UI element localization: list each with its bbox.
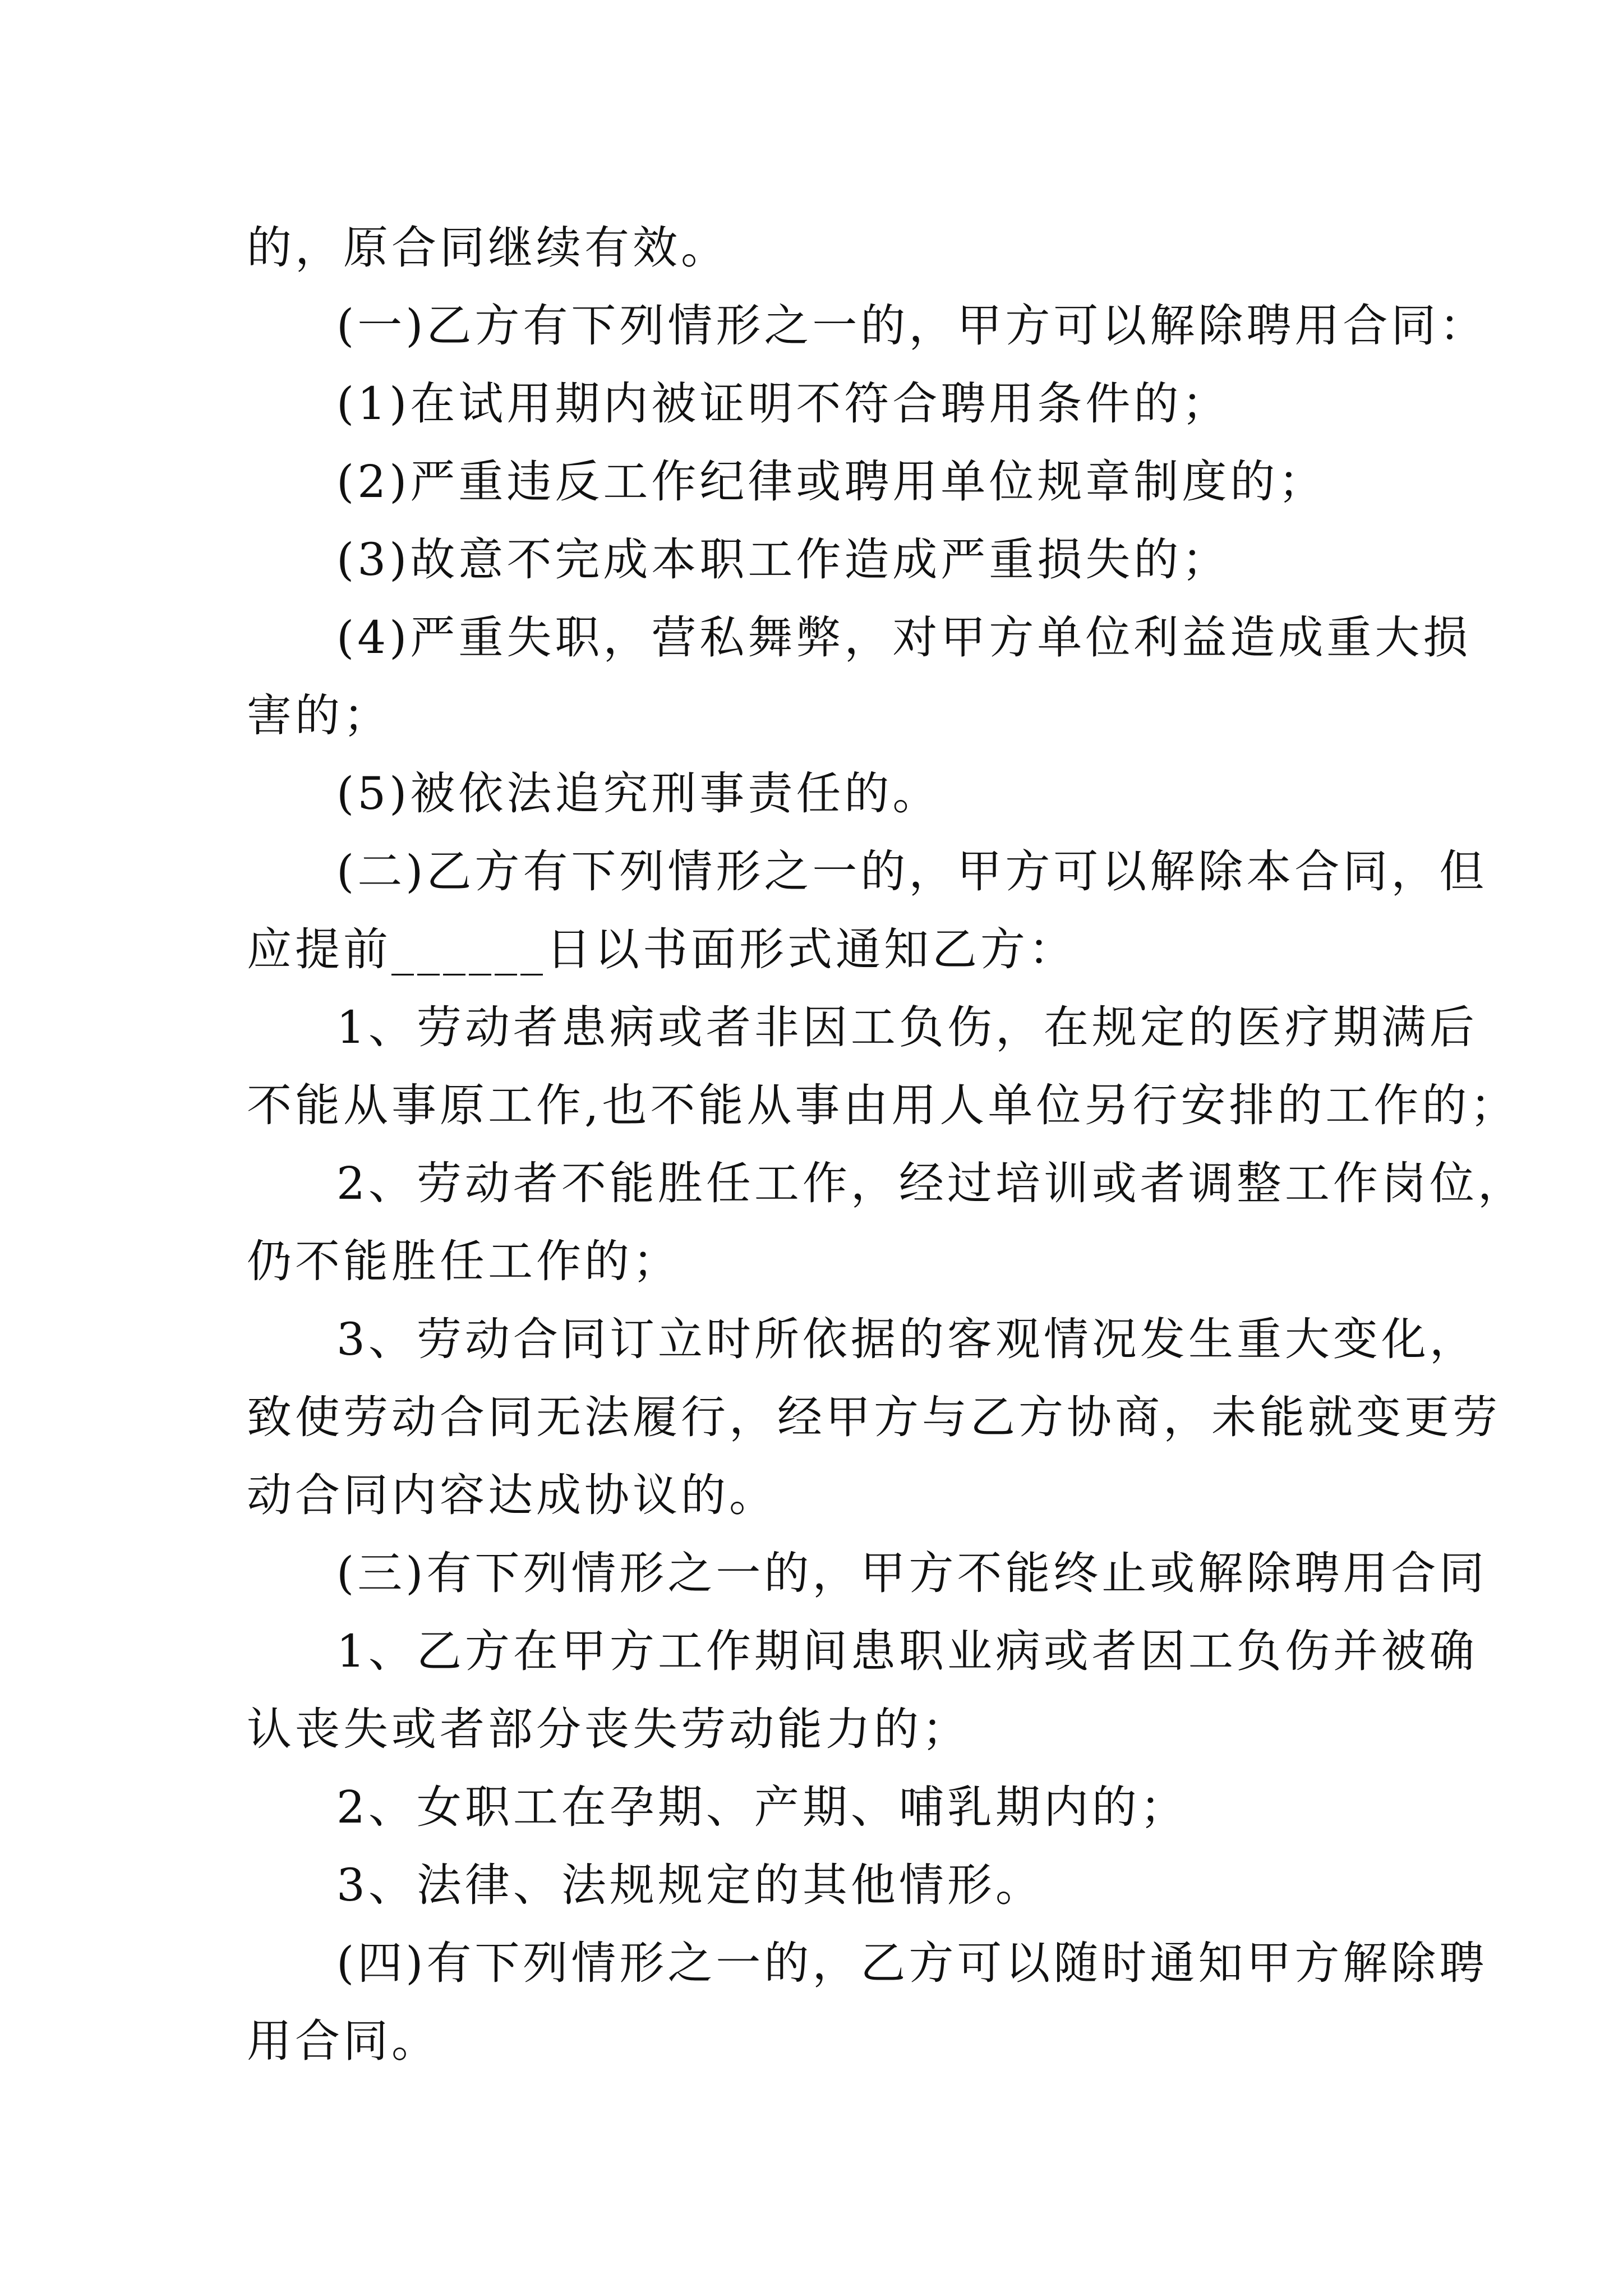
text-line: 1、乙方在甲方工作期间患职业病或者因工负伤并被确 bbox=[336, 1625, 1478, 1677]
text-line: (5)被依法追究刑事责任的。 bbox=[336, 767, 941, 820]
text-line: (3)故意不完成本职工作造成严重损失的； bbox=[336, 533, 1230, 586]
text-line: 应提前______日以书面形式通知乙方： bbox=[247, 923, 1077, 976]
text-line: 3、劳动合同订立时所依据的客观情况发生重大变化， bbox=[336, 1313, 1478, 1365]
text-line: (三)有下列情形之一的，甲方不能终止或解除聘用合同 bbox=[336, 1547, 1488, 1599]
text-line: 1、劳动者患病或者非因工负伤，在规定的医疗期满后 bbox=[336, 1001, 1478, 1053]
text-line: 仍不能胜任工作的； bbox=[247, 1235, 681, 1287]
text-line: 害的； bbox=[247, 689, 391, 742]
text-line: 3、法律、法规规定的其他情形。 bbox=[336, 1859, 1044, 1911]
text-line: (一)乙方有下列情形之一的，甲方可以解除聘用合同： bbox=[336, 300, 1488, 352]
text-line: (1)在试用期内被证明不符合聘用条件的； bbox=[336, 378, 1230, 430]
text-line: 致使劳动合同无法履行，经甲方与乙方协商，未能就变更劳 bbox=[247, 1391, 1501, 1443]
document-body bbox=[247, 209, 1526, 2080]
text-line: (2)严重违反工作纪律或聘用单位规章制度的； bbox=[336, 455, 1327, 508]
text-line: 动合同内容达成协议的。 bbox=[247, 1469, 777, 1521]
text-line: 不能从事原工作,也不能从事由用人单位另行安排的工作的； bbox=[247, 1079, 1519, 1131]
text-line: 的，原合同继续有效。 bbox=[247, 222, 729, 274]
text-line: 2、劳动者不能胜任工作，经过培训或者调整工作岗位， bbox=[336, 1157, 1526, 1209]
text-line: (4)严重失职，营私舞弊，对甲方单位利益造成重大损 bbox=[336, 611, 1472, 664]
text-line: (二)乙方有下列情形之一的，甲方可以解除本合同，但 bbox=[336, 845, 1488, 898]
text-line: (四)有下列情形之一的，乙方可以随时通知甲方解除聘 bbox=[336, 1937, 1488, 1989]
text-line: 用合同。 bbox=[247, 2015, 440, 2067]
text-line: 2、女职工在孕期、产期、哺乳期内的； bbox=[336, 1781, 1188, 1833]
text-line: 认丧失或者部分丧失劳动能力的； bbox=[247, 1703, 970, 1755]
